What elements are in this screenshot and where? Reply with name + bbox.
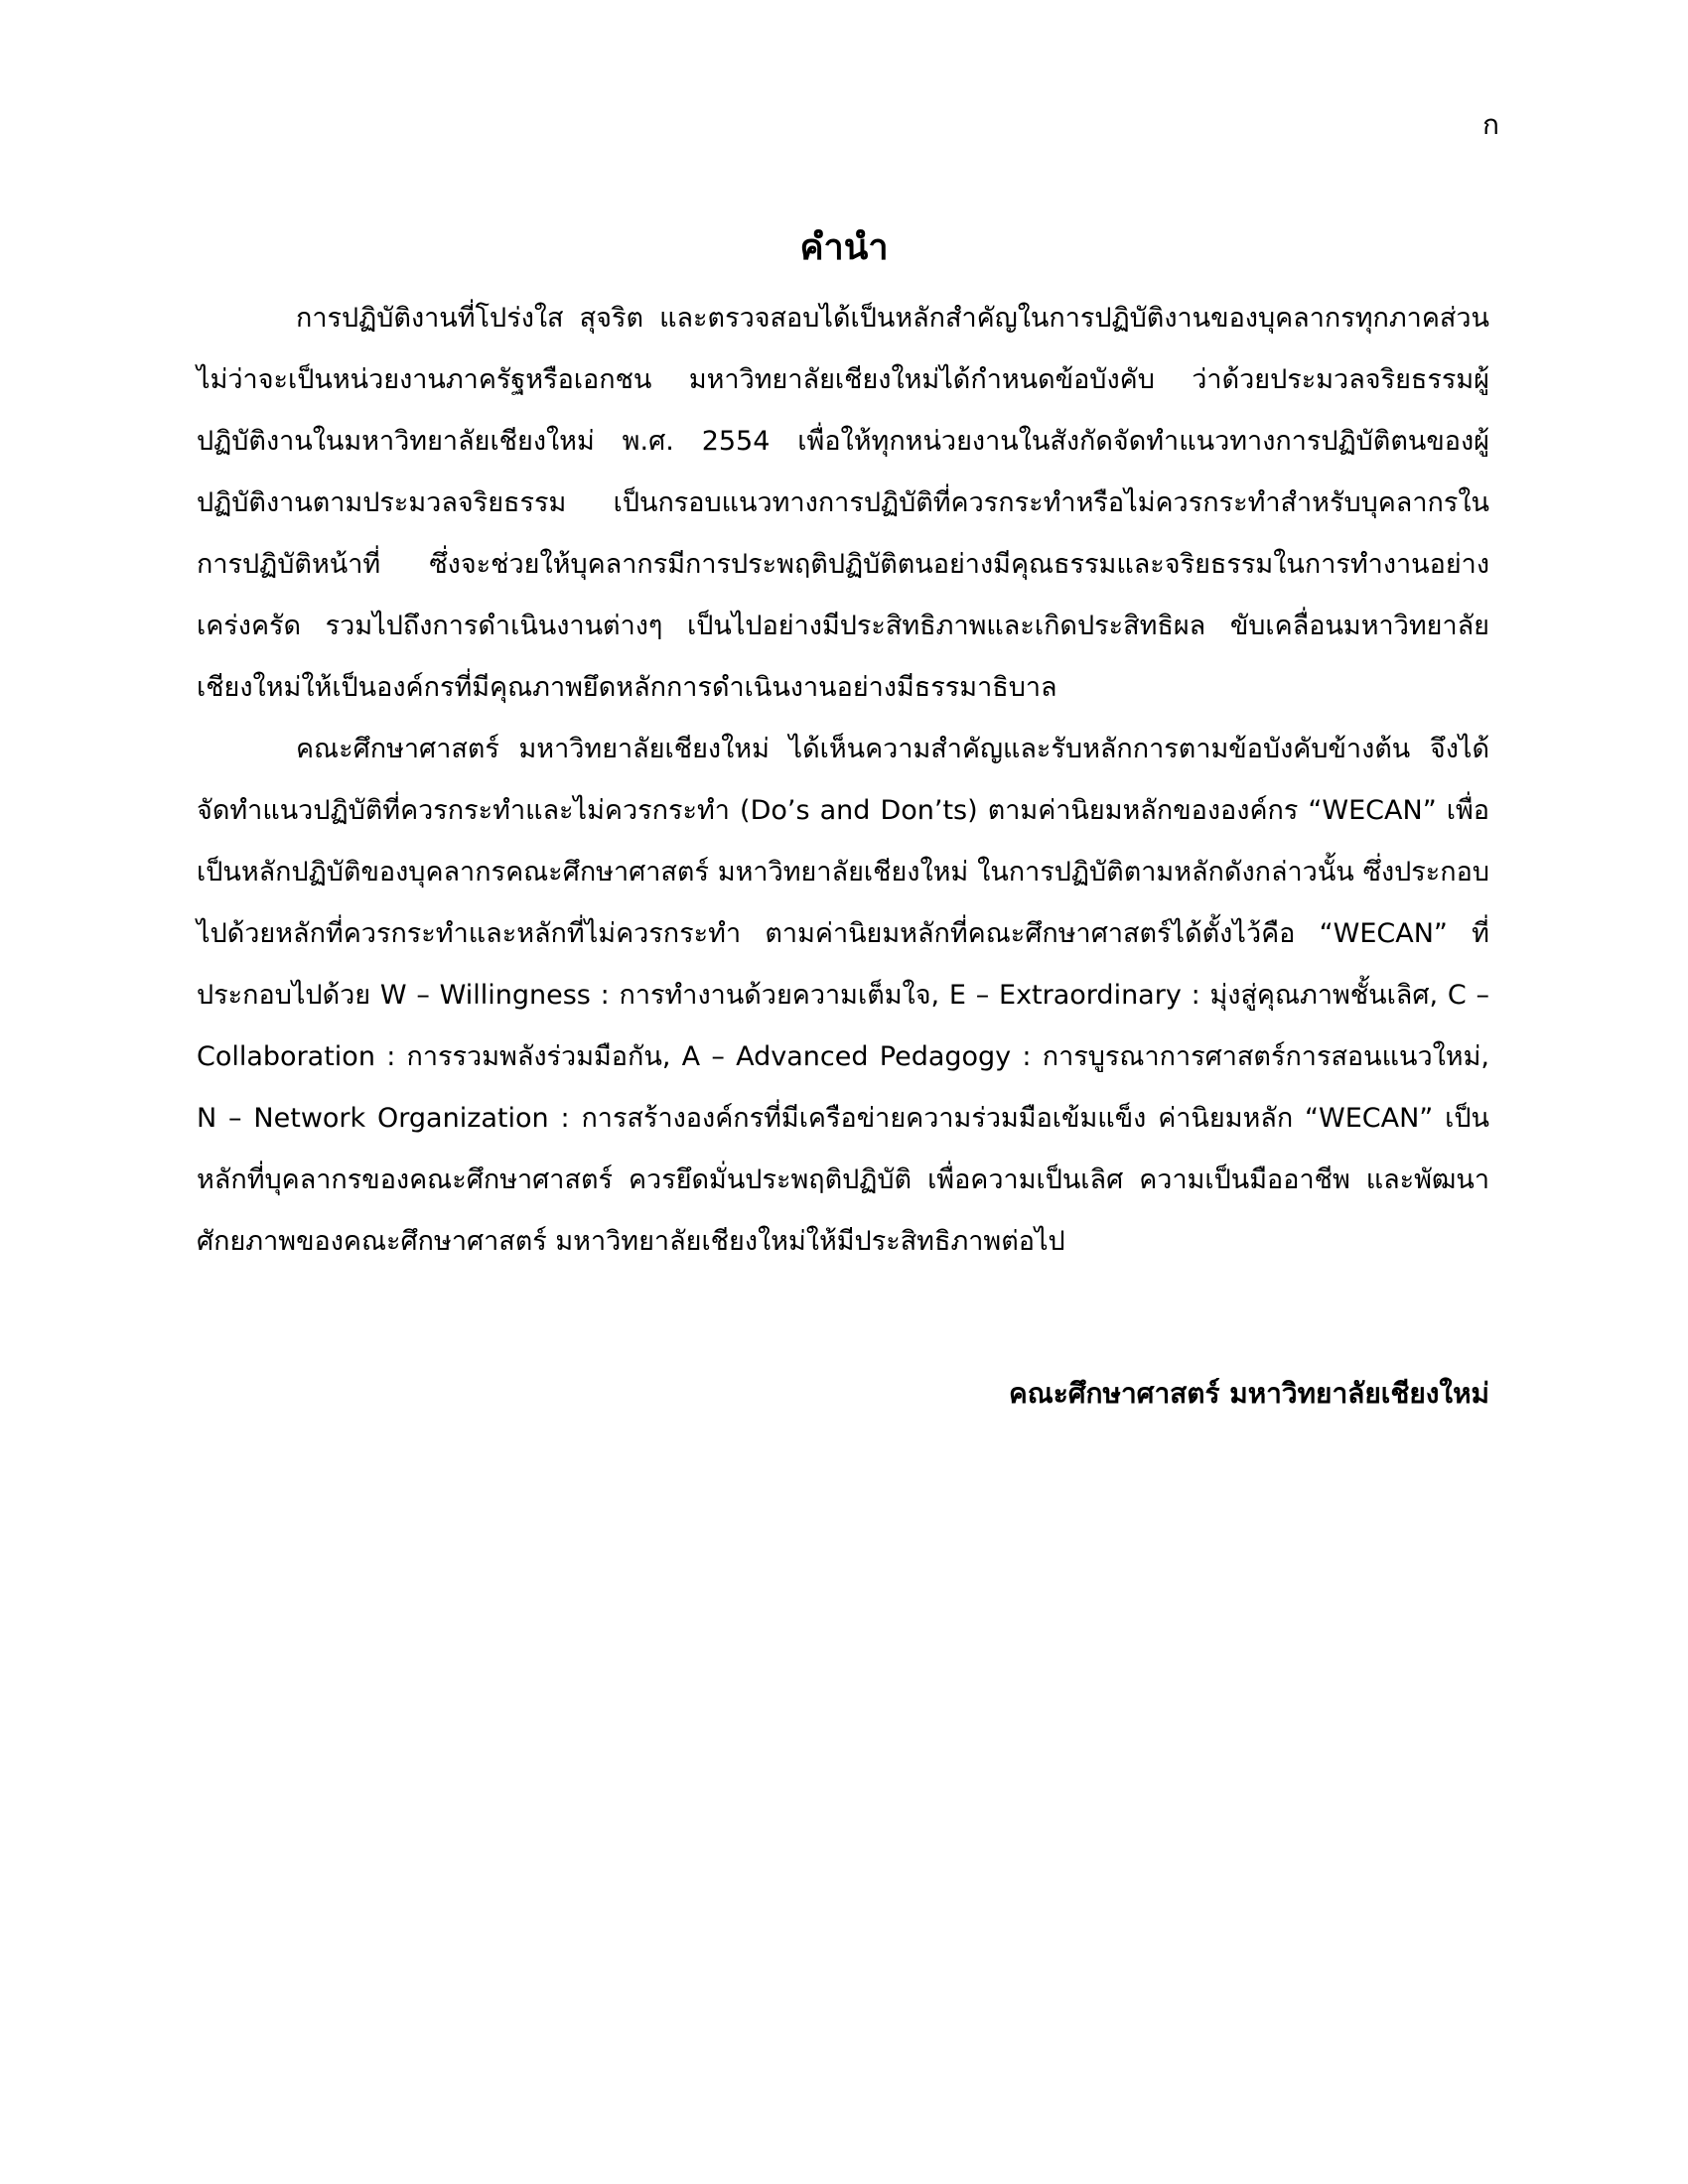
paragraph-2: คณะศึกษาศาสตร์ มหาวิทยาลัยเชียงใหม่ ได้เห็นความสำคัญและรับหลักการตามข้อบังคับข้างต้น จึงได้จัดทำแนวปฏิบัติที่ควรกระทำและไม่ควรกระทำ (Do’s and Don’ts) ตามค่านิยมหลักขององค์กร “WECAN” เพื่อเป็นหลักปฏิบัติของบุคลากรคณะศึกษาศาสตร์ มหาวิทยาลัยเชียงใหม่ ในการปฏิบัติตามหลักดังกล่าวนั้น ซึ่งประกอบไปด้วยหลักที่ควรกระทำและหลักที่ไม่ควรกระทำ ตามค่านิยมหลักที่คณะศึกษาศาสตร์ได้ตั้งไว้คือ “WECAN” ที่ประกอบไปด้วย W – Willingness : การทำงานด้วยความเต็มใจ, E – Extraordinary : มุ่งสู่คุณภาพชั้นเลิศ, C – Collaboration : การรวมพลังร่วมมือกัน, A – Advanced Pedagogy : การบูรณาการศาสตร์การสอนแนวใหม่, N – Network Organization : การสร้างองค์กรที่มีเครือข่ายความร่วมมือเข้มแข็ง ค่านิยมหลัก “WECAN” เป็นหลักที่บุคลากรของคณะศึกษาศาสตร์ ควรยึดมั่นประพฤติปฏิบัติ เพื่อความเป็นเลิศ ความเป็นมืออาชีพ และพัฒนาศักยภาพของคณะศึกษาศาสตร์ มหาวิทยาลัยเชียงใหม่ให้มีประสิทธิภาพต่อไป bbox=[197, 734, 1489, 1257]
page-title: คำนำ bbox=[799, 227, 889, 268]
paragraph-1: การปฏิบัติงานที่โปร่งใส สุจริต และตรวจสอบได้เป็นหลักสำคัญในการปฏิบัติงานของบุคลากรทุกภาคส่วน ไม่ว่าจะเป็นหน่วยงานภาครัฐหรือเอกชน มหาวิทยาลัยเชียงใหม่ได้กำหนดข้อบังคับ ว่าด้วยประมวลจริยธรรมผู้ปฏิบัติงานในมหาวิทยาลัยเชียงใหม่ พ.ศ. 2554 เพื่อให้ทุกหน่วยงานในสังกัดจัดทำแนวทางการปฏิบัติตนของผู้ปฏิบัติงานตามประมวลจริยธรรม เป็นกรอบแนวทางการปฏิบัติที่ควรกระทำหรือไม่ควรกระทำสำหรับบุคลากรในการปฏิบัติหน้าที่ ซึ่งจะช่วยให้บุคลากรมีการประพฤติปฏิบัติตนอย่างมีคุณธรรมและจริยธรรมในการทำงานอย่างเคร่งครัด รวมไปถึงการดำเนินงานต่างๆ เป็นไปอย่างมีประสิทธิภาพและเกิดประสิทธิผล ขับเคลื่อนมหาวิทยาลัยเชียงใหม่ให้เป็นองค์กรที่มีคุณภาพยึดหลักการดำเนินงานอย่างมีธรรมาธิบาล bbox=[197, 303, 1489, 703]
signature: คณะศึกษาศาสตร์ มหาวิทยาลัยเชียงใหม่ bbox=[1009, 1377, 1489, 1410]
body-text bbox=[197, 288, 1489, 1273]
page-number: ก bbox=[1482, 108, 1499, 141]
